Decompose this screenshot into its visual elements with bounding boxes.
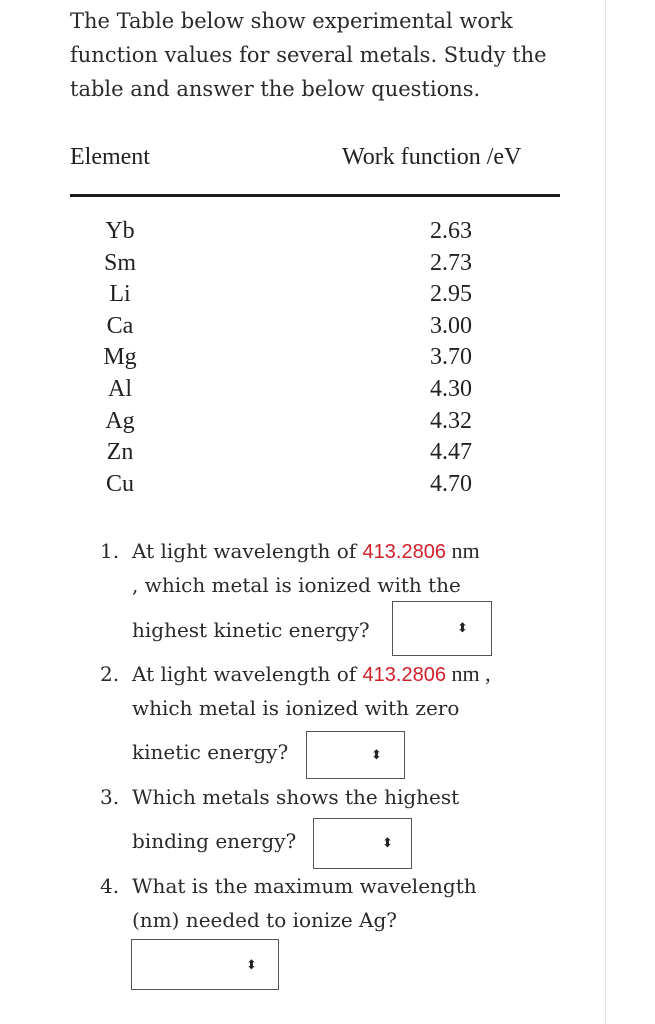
table-cell-value: 4.32 <box>430 407 472 434</box>
table-cell-element: Ca <box>106 312 134 339</box>
question-number: 1. <box>100 539 120 563</box>
question-text: What is the maximum wavelength <box>132 874 477 898</box>
question-number: 4. <box>100 874 120 898</box>
question-2-line-3: kinetic energy? <box>132 740 289 764</box>
intro-line-1: The Table below show experimental work <box>70 9 513 33</box>
question-1-line-3: highest kinetic energy? <box>132 618 370 642</box>
table-cell-value: 4.47 <box>430 439 472 466</box>
question-number: 3. <box>100 785 120 809</box>
question-text: Which metals shows the highest <box>132 785 460 809</box>
table-header-rule <box>70 194 560 197</box>
question-3 <box>100 785 459 809</box>
wavelength-unit: nm <box>445 538 480 563</box>
intro-line-2: function values for several metals. Study the <box>70 43 547 67</box>
up-down-arrow-icon: ⬍ <box>246 958 257 973</box>
table-cell-value: 4.30 <box>430 375 472 402</box>
table-element-column <box>90 216 150 500</box>
question-text: At light wavelength of <box>132 662 363 686</box>
table-cell-element: Mg <box>103 344 137 371</box>
table-cell-element: Al <box>108 375 132 402</box>
question-2 <box>100 661 491 687</box>
up-down-arrow-icon: ⬍ <box>382 836 393 851</box>
question-1 <box>100 538 480 564</box>
question-4-line-2: (nm) needed to ionize Ag? <box>132 908 398 932</box>
table-cell-value: 2.95 <box>430 281 472 308</box>
table-cell-element: Li <box>109 281 131 308</box>
question-3-line-2: binding energy? <box>132 829 297 853</box>
answer-select-q3[interactable] <box>313 818 412 869</box>
answer-select-q4[interactable] <box>131 939 279 990</box>
question-1-line-2: , which metal is ionized with the <box>132 573 461 597</box>
question-number: 2. <box>100 662 120 686</box>
table-cell-value: 4.70 <box>430 470 472 497</box>
table-cell-element: Ag <box>105 407 135 434</box>
table-cell-value: 3.00 <box>430 312 472 339</box>
table-header-work-function: Work function /eV <box>342 144 522 170</box>
wavelength-unit: nm , <box>445 661 491 686</box>
wavelength-value: 413.2806 <box>362 541 446 563</box>
intro-line-3: table and answer the below questions. <box>70 77 481 101</box>
table-cell-value: 3.70 <box>430 344 472 371</box>
answer-select-q2[interactable] <box>306 731 405 779</box>
table-cell-element: Sm <box>103 249 136 276</box>
table-cell-element: Yb <box>105 218 135 244</box>
table-header-element: Element <box>70 144 150 170</box>
question-2-line-2: which metal is ionized with zero <box>132 696 460 720</box>
table-cell-element: Zn <box>106 439 134 466</box>
table-cell-value: 2.63 <box>430 218 472 244</box>
table-value-column <box>420 216 482 500</box>
intro-text <box>70 4 570 106</box>
answer-select-q1[interactable] <box>392 601 492 656</box>
question-4 <box>100 874 477 898</box>
wavelength-value: 413.2806 <box>362 664 446 686</box>
up-down-arrow-icon: ⬍ <box>371 748 382 763</box>
question-text: At light wavelength of <box>132 539 363 563</box>
up-down-arrow-icon: ⬍ <box>457 621 468 636</box>
table-cell-value: 2.73 <box>430 249 472 276</box>
table-cell-element: Cu <box>105 470 134 497</box>
